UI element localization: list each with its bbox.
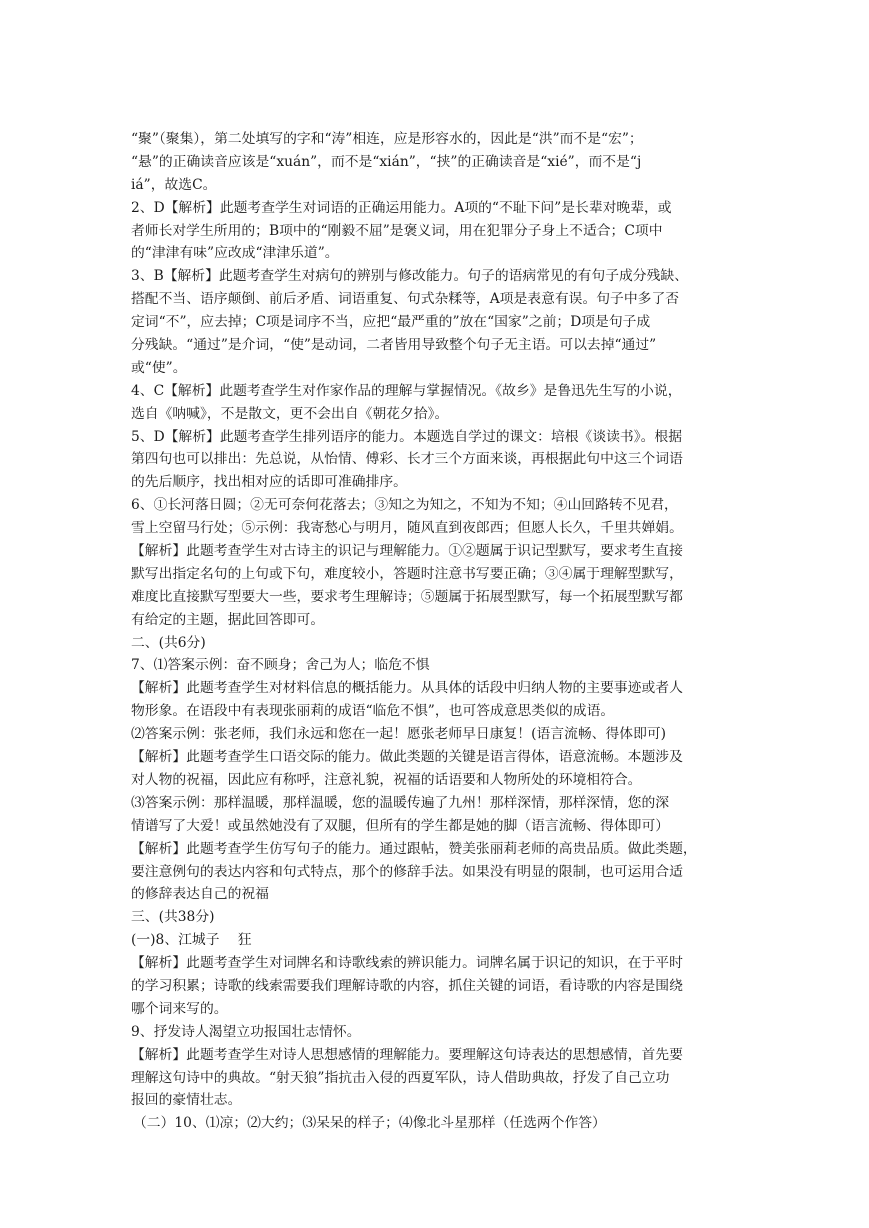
answer-4-line: 4、C【解析】此题考查学生对作家作品的理解与掌握情况。《故乡》是鲁迅先生写的小说， (131, 382, 682, 399)
text-line: 者师长对学生所用的；B项中的“刚毅不屈”是褒义词，用在犯罪分子身上不适合；C项中 (131, 222, 663, 239)
text-line: 情谱写了大爱！或虽然她没有了双腿，但所有的学生都是她的脚（语言流畅、得体即可） (131, 817, 670, 834)
analysis-line: 【解析】此题考查学生仿写句子的能力。通过跟帖，赞美张丽莉老师的高贵品质。做此类题， (131, 840, 697, 857)
analysis-line: 【解析】此题考查学生对古诗主的识记与理解能力。①②题属于识记型默写，要求考生直接 (131, 543, 683, 560)
text-line: “悬”的正确读音应该是“xuán”，而不是“xián”，“挟”的正确读音是“xié”，而不是“j (131, 153, 642, 170)
analysis-line: 【解析】此题考查学生对材料信息的概括能力。从具体的话段中归纳人物的主要事迹或者人 (131, 680, 683, 697)
text-line: 的修辞表达自己的祝福 (131, 886, 269, 903)
text-line: 哪个词来写的。 (131, 1000, 228, 1017)
answer-5-line: 5、D【解析】此题考查学生排列语序的能力。本题选自学过的课文：培根《谈读书》。根据 (131, 428, 683, 445)
text-line: 理解这句诗中的典故。“射天狼”指抗击入侵的西夏军队，诗人借助典故，抒发了自己立功 (131, 1069, 670, 1086)
analysis-line: 【解析】此题考查学生对词牌名和诗歌线索的辨识能力。词牌名属于识记的知识，在于平时 (131, 955, 683, 972)
text-line: 雪上空留马行处；⑤示例：我寄愁心与明月，随风直到夜郎西；但愿人长久，千里共婵娟。 (131, 520, 683, 537)
text-line: 的先后顺序，找出相对应的话即可准确排序。 (131, 474, 407, 491)
text-line: 选自《呐喊》，不是散文，更不会出自《朝花夕拾》。 (131, 405, 449, 422)
text-line: 第四句也可以排出：先总说，从怡情、傅彩、长才三个方面来谈，再根据此句中这三个词语 (131, 451, 683, 468)
text-line: ⑵答案示例：张老师，我们永远和您在一起！愿张老师早日康复！(语言流畅、得体即可) (131, 726, 667, 743)
text-line: 物形象。在语段中有表现张丽莉的成语“临危不惧”，也可答成意思类似的成语。 (131, 703, 615, 720)
answer-9-line: 9、抒发诗人渴望立功报国壮志情怀。 (131, 1023, 361, 1040)
text-line: ⑶答案示例：那样温暖，那样温暖，您的温暖传遍了九州！那样深情，那样深情，您的深 (131, 794, 670, 811)
text-line: 要注意例句的表达内容和句式特点，那个的修辞手法。如果没有明显的限制，也可运用合适 (131, 863, 683, 880)
text-line: 报回的豪情壮志。 (131, 1092, 242, 1109)
answer-7-line: 7、⑴答案示例：奋不顾身；舍己为人；临危不惧 (131, 657, 430, 674)
answer-6-line: 6、①长河落日圆；②无可奈何花落去；③知之为知之，不知为不知；④山回路转不见君， (131, 497, 678, 514)
text-line: iá”，故选C。 (131, 176, 217, 193)
answer-8-line: (一)8、江城子 狂 (131, 932, 252, 949)
answer-10-line: （二）10、⑴凉；⑵大约；⑶呆呆的样子；⑷像北斗星那样（任选两个作答） (133, 1115, 606, 1132)
text-line: 默写出指定名句的上句或下句，难度较小，答题时注意书写要正确；③④属于理解型默写， (131, 565, 683, 582)
section-heading-3: 三、(共38分) (131, 909, 215, 926)
text-line: 难度比直接默写型要大一些，要求考生理解诗；⑤题属于拓展型默写，每一个拓展型默写都 (131, 588, 683, 605)
answer-3-line: 3、B【解析】此题考查学生对病句的辨别与修改能力。句子的语病常见的有句子成分残缺、 (131, 268, 688, 285)
text-line: “聚”（聚集），第二处填写的字和“涛”相连，应是形容水的，因此是“洪”而不是“宏”； (131, 131, 643, 147)
text-line: 或“使”。 (131, 359, 187, 376)
text-line: 的“津津有味”应改成“津津乐道”。 (131, 245, 339, 262)
analysis-line: 【解析】此题考查学生对诗人思想感情的理解能力。要理解这句诗表达的思想感情，首先要 (131, 1046, 683, 1063)
analysis-line: 【解析】此题考查学生口语交际的能力。做此类题的关键是语言得体，语意流畅。本题涉及 (131, 749, 683, 766)
text-line: 有给定的主题，据此回答即可。 (131, 611, 325, 628)
text-line: 对人物的祝福，因此应有称呼，注意礼貌，祝福的话语要和人物所处的环境相符合。 (131, 771, 642, 788)
text-line: 定词“不”，应去掉；C项是词序不当，应把“最严重的”放在“国家”之前；D项是句子成 (131, 314, 651, 331)
answer-2-line: 2、D【解析】此题考查学生对词语的正确运用能力。A项的“不耻下问”是长辈对晚辈，或 (131, 199, 672, 216)
text-line: 的学习积累；诗歌的线索需要我们理解诗歌的内容，抓住关键的词语，看诗歌的内容是围绕 (131, 977, 683, 994)
text-line: 搭配不当、语序颠倒、前后矛盾、词语重复、句式杂糅等，A项是表意有误。句子中多了否 (131, 291, 680, 308)
answer-key-text (131, 128, 751, 1135)
section-heading-2: 二、(共6分) (131, 634, 206, 651)
text-line: 分残缺。“通过”是介词，“使”是动词，二者皆用导致整个句子无主语。可以去掉“通过” (131, 337, 657, 354)
